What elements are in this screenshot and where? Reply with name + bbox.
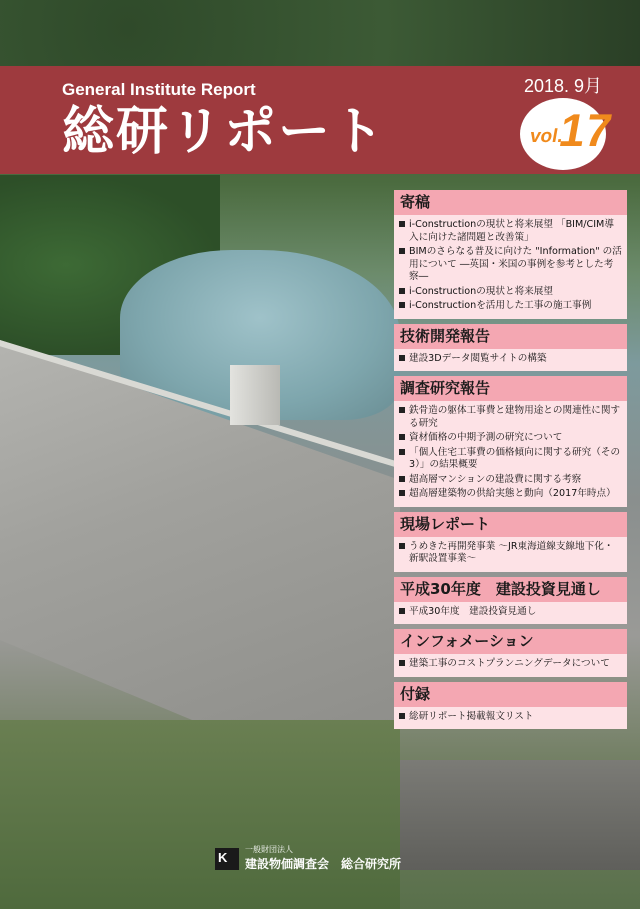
publisher-name: 建設物価調査会 総合研究所	[245, 857, 402, 871]
bullet-icon	[399, 221, 405, 227]
section-heading: 平成30年度 建設投資見通し	[394, 577, 627, 602]
list-item	[399, 246, 622, 284]
report-title: 総研リポート	[62, 102, 387, 162]
toc-section-tech-dev	[394, 324, 627, 372]
toc-section-site-report	[394, 512, 627, 572]
section-heading: インフォメーション	[394, 629, 627, 654]
list-item	[399, 488, 622, 501]
section-body	[394, 537, 627, 572]
publisher-prefix: 一般財団法人	[245, 845, 293, 854]
bullet-icon	[399, 490, 405, 496]
bullet-icon	[399, 713, 405, 719]
volume-prefix: vol.	[528, 126, 565, 147]
list-item	[399, 286, 622, 299]
item-text: 平成30年度 建設投資見通し	[409, 605, 537, 617]
section-heading: 付録	[394, 682, 627, 707]
toc-section-appendix	[394, 682, 627, 730]
list-item	[399, 405, 622, 430]
bullet-icon	[399, 302, 405, 308]
section-body	[394, 654, 627, 677]
section-body	[394, 349, 627, 372]
volume-number: 17	[555, 104, 616, 156]
bullet-icon	[399, 288, 405, 294]
toc-section-contribution	[394, 190, 627, 319]
item-text: i-Constructionの現状と将来展望 「BIM/CIM導入に向けた諸問題と改善策」	[409, 219, 614, 243]
section-heading: 寄稿	[394, 190, 627, 215]
section-body	[394, 401, 627, 507]
section-body	[394, 707, 627, 730]
section-heading: 調査研究報告	[394, 376, 627, 401]
item-text: 総研リポート掲載報文リスト	[409, 710, 534, 722]
item-text: うめきた再開発事業 ～JR東海道線支線地下化・新駅設置事業～	[409, 540, 614, 564]
item-text: 資材価格の中期予測の研究について	[409, 432, 563, 443]
item-text: 鉄骨造の躯体工事費と建物用途との関連性に関する研究	[409, 405, 621, 429]
bullet-icon	[399, 476, 405, 482]
item-text: 超高層マンションの建設費に関する考察	[409, 473, 582, 485]
list-item	[399, 219, 622, 244]
bullet-icon	[399, 407, 405, 413]
bullet-icon	[399, 543, 405, 549]
bullet-icon	[399, 355, 405, 361]
publisher	[215, 845, 475, 872]
intake-tower	[230, 365, 280, 425]
item-text: BIMのさらなる普及に向けた "Information" の活用について ―英国・米国の事例を参考とした考察―	[409, 246, 622, 282]
section-body	[394, 602, 627, 625]
report-subtitle: General Institute Report	[62, 80, 256, 99]
table-of-contents	[394, 190, 627, 734]
ground-area	[0, 720, 400, 909]
toc-section-investment-outlook	[394, 577, 627, 625]
list-item	[399, 658, 622, 671]
item-text: 「個人住宅工事費の価格傾向に関する研究（その3）」の結果概要	[409, 446, 621, 470]
list-item	[399, 606, 622, 619]
item-text: 建築工事のコストプランニングデータについて	[409, 658, 610, 669]
bullet-icon	[399, 608, 405, 614]
list-item	[399, 300, 622, 313]
logo-letter: K	[218, 850, 228, 865]
toc-section-research	[394, 376, 627, 507]
bullet-icon	[399, 248, 405, 254]
list-item	[399, 474, 622, 487]
item-text: i-Constructionを活用した工事の施工事例	[409, 300, 592, 311]
toc-section-information	[394, 629, 627, 677]
list-item	[399, 353, 622, 366]
bullet-icon	[399, 434, 405, 440]
section-heading: 技術開発報告	[394, 324, 627, 349]
section-body	[394, 215, 627, 319]
bullet-icon	[399, 449, 405, 455]
section-heading: 現場レポート	[394, 512, 627, 537]
list-item	[399, 447, 622, 472]
forest-area	[0, 0, 640, 70]
list-item	[399, 432, 622, 445]
issue-date: 2018. 9月	[524, 76, 603, 96]
item-text: 超高層建築物の供給実態と動向（2017年時点）	[409, 488, 616, 499]
publisher-logo	[215, 848, 239, 870]
list-item	[399, 541, 622, 566]
bullet-icon	[399, 660, 405, 666]
list-item	[399, 711, 622, 724]
item-text: 建設3Dデータ閲覧サイトの構築	[409, 352, 547, 364]
item-text: i-Constructionの現状と将来展望	[409, 285, 553, 297]
